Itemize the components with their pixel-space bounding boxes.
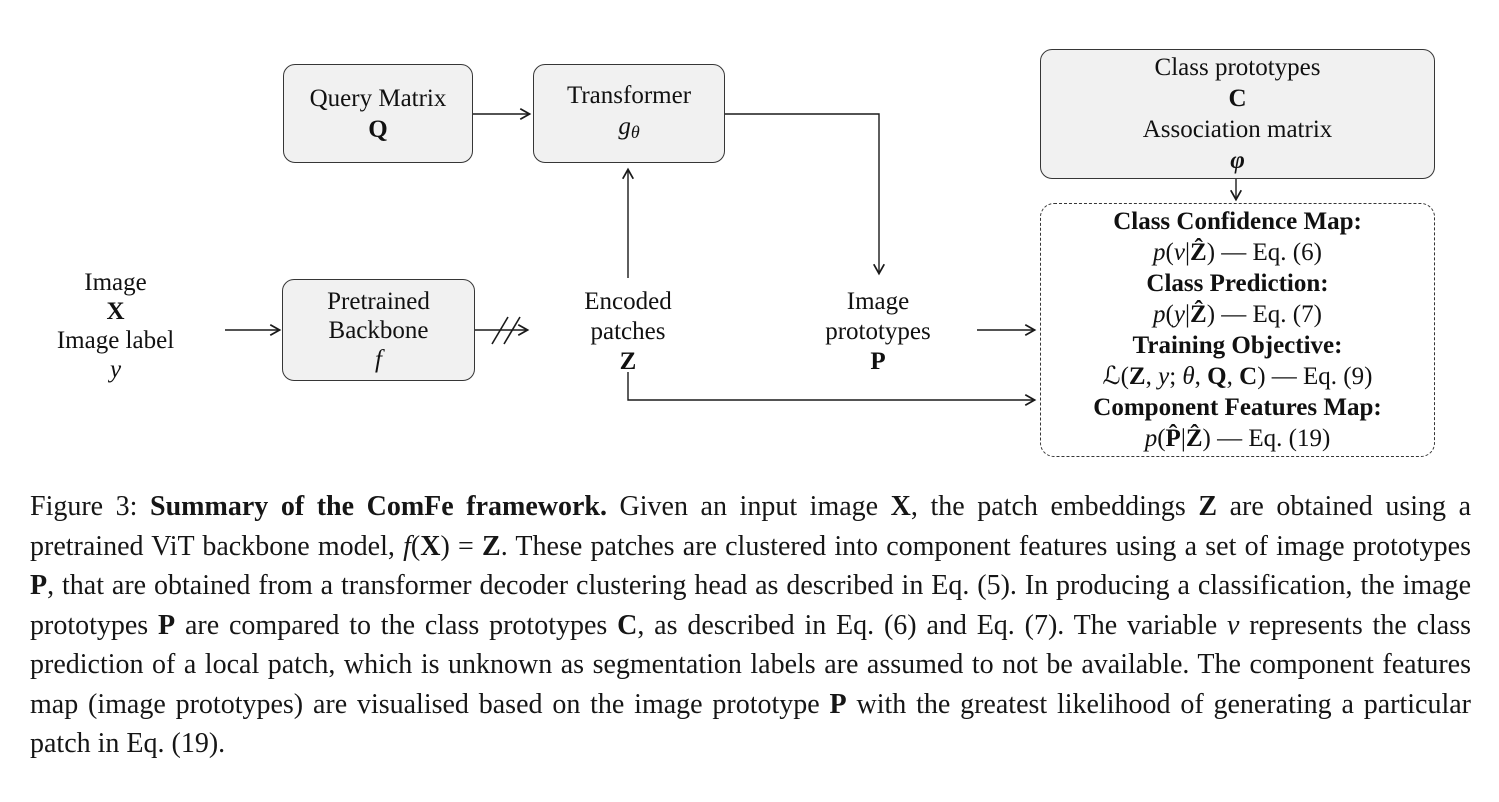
image-prototypes-symbol: P (870, 348, 886, 375)
encoded-patches-label (553, 287, 703, 377)
association-matrix-symbol: φ (1230, 147, 1245, 174)
query-matrix-title: Query Matrix (309, 84, 447, 112)
output-formula: p(ν|Ẑ) — Eq. (6) (1153, 239, 1322, 266)
query-matrix-symbol: Q (368, 115, 388, 143)
input-label-x-symbol: X (106, 298, 125, 325)
backbone-title-line2: Backbone (328, 316, 429, 344)
transformer-box (533, 64, 725, 163)
encoded-patches-symbol: Z (619, 348, 637, 375)
backbone-title-line1: Pretrained (327, 287, 430, 315)
transformer-title: Transformer (566, 81, 692, 109)
output-formula: p(y|Ẑ) — Eq. (7) (1153, 301, 1322, 328)
output-formula: ℒ(Z, y; θ, Q, C) — Eq. (9) (1102, 363, 1373, 390)
class-prototypes-title: Class prototypes (1154, 54, 1321, 81)
input-label (28, 268, 203, 384)
pretrained-backbone-box (282, 279, 475, 381)
backbone-symbol: f (375, 345, 382, 373)
association-matrix-title: Association matrix (1142, 116, 1333, 143)
input-label-image-label: Image label (56, 327, 175, 354)
encoded-patches-line1: Encoded (584, 288, 672, 315)
input-label-y-symbol: y (109, 356, 122, 383)
image-prototypes-line2: prototypes (825, 318, 931, 345)
output-title: Component Features Map: (1093, 394, 1382, 421)
image-prototypes-line1: Image (846, 288, 910, 315)
figure-caption: Figure 3: Summary of the ComFe framework. Given an input image X, the patch embeddings Z are obtained using a pretrained ViT backbone model, f(X) = Z. These patches are clustered into component features using a set of image prototypes P, that are obtained from a transformer decoder clustering head as described in Eq. (5). In producing a classification, the image prototypes P are compared to the class prototypes C, as described in Eq. (6) and Eq. (7). The variable ν represents the class prediction of a local patch, which is unknown as segmentation labels are assumed to not be available. The component features map (image prototypes) are visualised based on the image prototype P with the greatest likelihood of generating a particular patch in Eq. (19). (30, 491, 1472, 759)
outputs-dashed-box (1040, 203, 1435, 457)
query-matrix-box (283, 64, 473, 163)
output-title: Training Objective: (1132, 332, 1343, 359)
image-prototypes-label (793, 287, 963, 377)
class-prototypes-symbol: C (1228, 85, 1247, 112)
output-title: Class Confidence Map: (1113, 208, 1362, 235)
arrow-transformer-to-image-prototypes (723, 114, 879, 273)
encoded-patches-line2: patches (590, 318, 666, 345)
output-formula: p(P̂|Ẑ) — Eq. (19) (1144, 425, 1331, 452)
transformer-symbol: gθ (618, 112, 640, 142)
class-prototypes-box (1040, 49, 1435, 179)
input-label-image: Image (84, 269, 147, 296)
output-title: Class Prediction: (1146, 270, 1329, 297)
